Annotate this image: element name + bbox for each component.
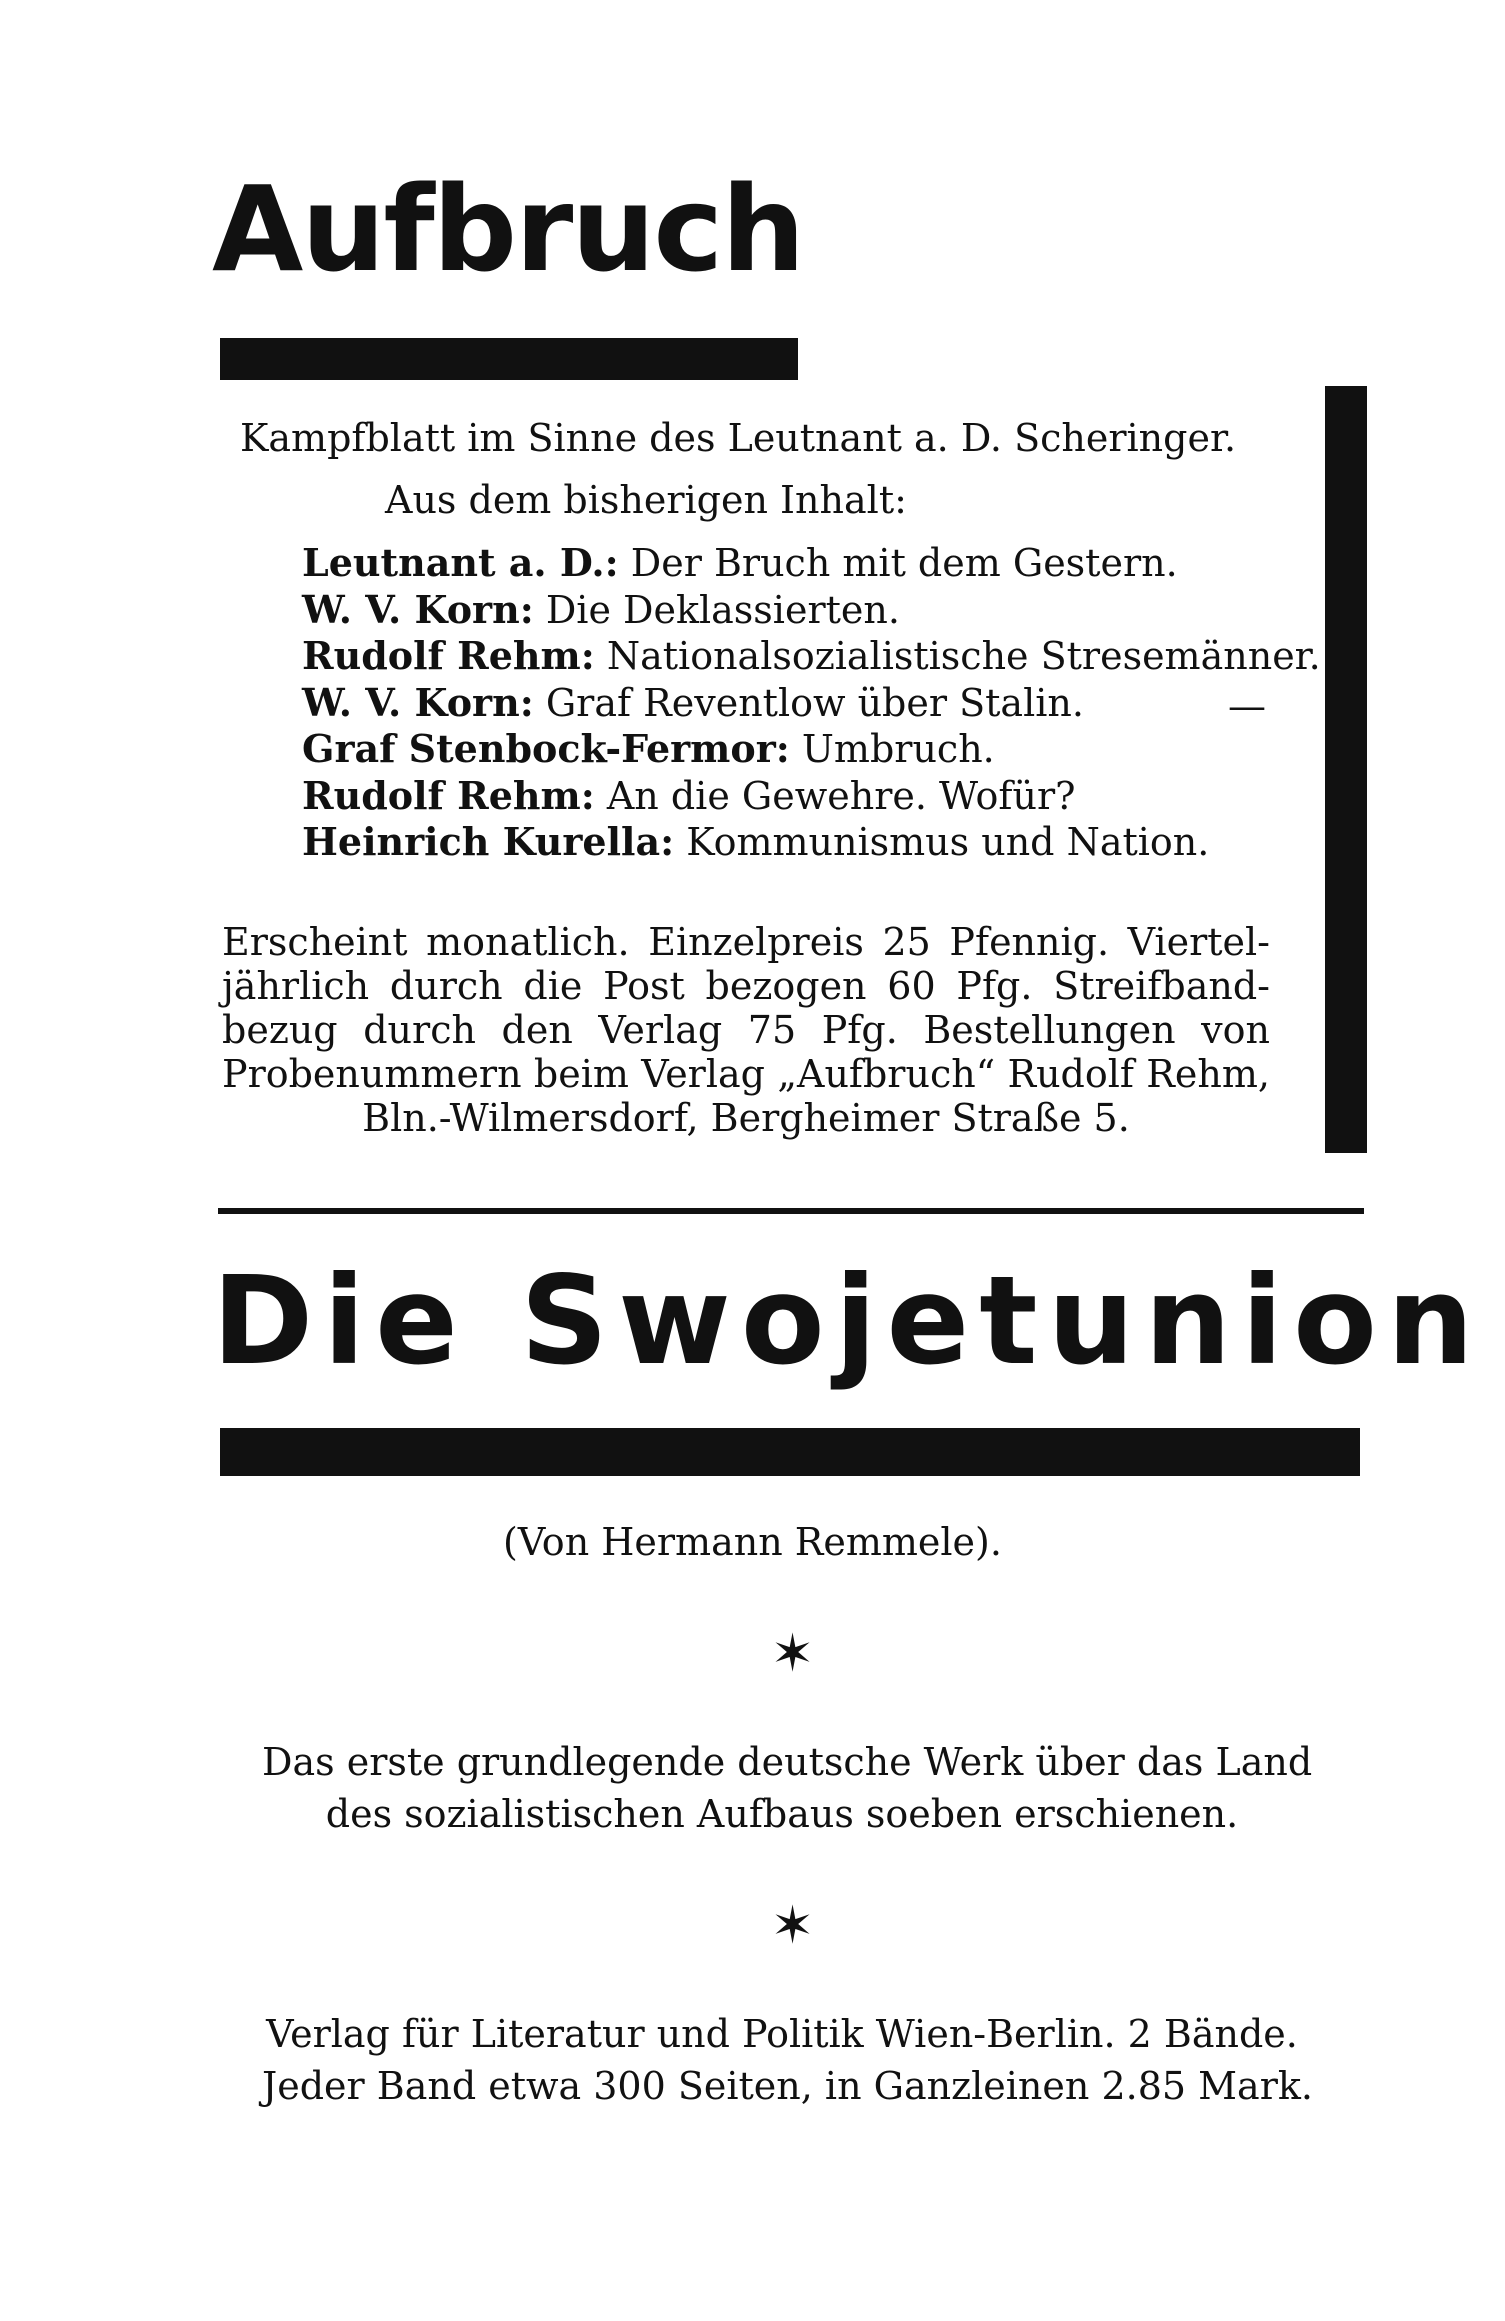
toc-title: Der Bruch mit dem Gestern. xyxy=(630,541,1178,585)
book-description xyxy=(262,1736,1313,1840)
toc-title: Kommunismus und Nation. xyxy=(686,820,1210,864)
toc-entry xyxy=(302,680,1321,727)
vertical-side-bar xyxy=(1325,386,1367,1153)
title-underline-bar xyxy=(220,1428,1360,1476)
swojetunion-title: Die Swojetunion xyxy=(212,1250,1484,1392)
table-of-contents xyxy=(302,540,1321,866)
info-line: Probenummern beim Verlag „Aufbruch“ Rudolf Rehm, xyxy=(222,1052,1270,1096)
toc-author: Rudolf Rehm: xyxy=(302,633,595,678)
toc-author: Heinrich Kurella: xyxy=(302,819,675,864)
toc-title: Umbruch. xyxy=(801,727,995,771)
title-underline-bar xyxy=(220,338,798,380)
toc-author: W. V. Korn: xyxy=(302,679,534,725)
publisher-line: Verlag für Literatur und Politik Wien-Berlin. 2 Bände. xyxy=(266,2012,1298,2056)
info-line: bezug durch den Verlag 75 Pfg. Bestellungen von xyxy=(222,1008,1270,1052)
toc-entry xyxy=(302,819,1321,866)
toc-entry xyxy=(302,773,1321,820)
toc-title: Graf Reventlow über Stalin. xyxy=(545,680,1084,725)
toc-author: Rudolf Rehm: xyxy=(302,772,595,818)
toc-title: Die Deklassierten. xyxy=(545,587,900,632)
info-line: Erscheint monatlich. Einzelpreis 25 Pfennig. Viertel- xyxy=(222,920,1270,964)
aufbruch-subtitle: Kampfblatt im Sinne des Leutnant a. D. Scheringer. xyxy=(240,416,1237,460)
star-icon: ✶ xyxy=(770,1896,815,1956)
description-line: des sozialistischen Aufbaus soeben erschienen. xyxy=(325,1792,1239,1836)
book-author: (Von Hermann Remmele). xyxy=(503,1520,1002,1564)
toc-author: Leutnant a. D.: xyxy=(302,540,619,585)
em-dash: — xyxy=(1228,684,1266,728)
info-line: jährlich durch die Post bezogen 60 Pfg. Streifband- xyxy=(222,964,1270,1008)
aufbruch-title: Aufbruch xyxy=(212,160,804,298)
publisher-info xyxy=(262,2008,1313,2112)
toc-author: W. V. Korn: xyxy=(302,586,534,632)
description-line: Das erste grundlegende deutsche Werk über das Land xyxy=(262,1740,1313,1784)
toc-entry xyxy=(302,587,1321,634)
toc-entry xyxy=(302,726,1321,773)
contents-label: Aus dem bisherigen Inhalt: xyxy=(385,478,907,522)
toc-author: Graf Stenbock-Fermor: xyxy=(302,726,790,771)
toc-entry xyxy=(302,540,1321,587)
star-icon: ✶ xyxy=(770,1624,815,1684)
subscription-info xyxy=(222,920,1270,1140)
toc-title: An die Gewehre. Wofür? xyxy=(606,773,1076,818)
info-line: Bln.-Wilmersdorf, Bergheimer Straße 5. xyxy=(362,1096,1130,1140)
section-divider xyxy=(218,1208,1364,1214)
publisher-line: Jeder Band etwa 300 Seiten, in Ganzleinen 2.85 Mark. xyxy=(262,2064,1313,2108)
toc-title: Nationalsozialistische Stresemänner. xyxy=(606,634,1321,678)
toc-entry xyxy=(302,633,1321,680)
